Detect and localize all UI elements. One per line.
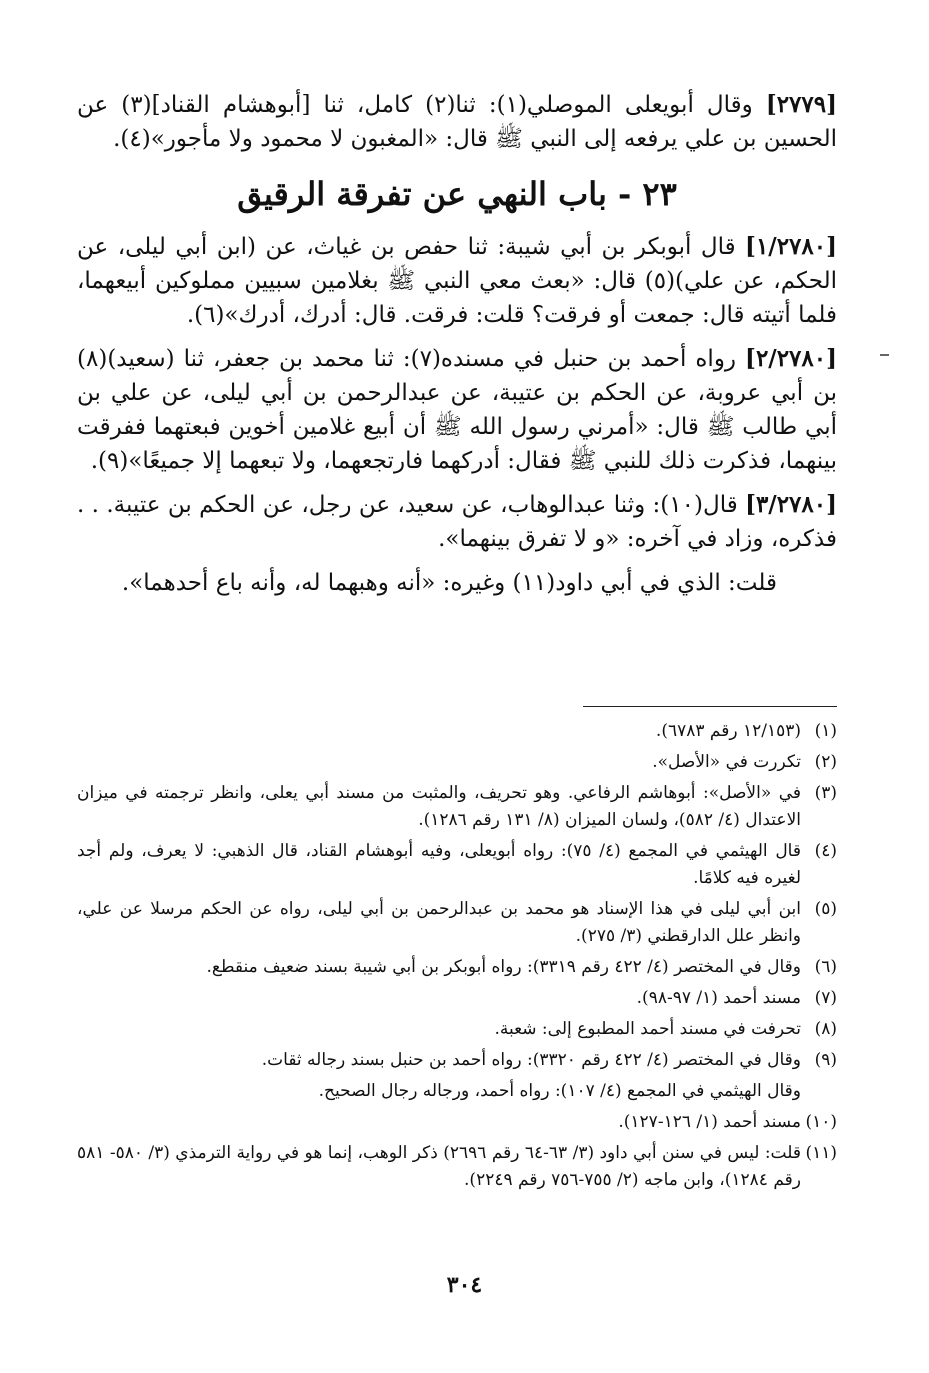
footnote-number: (٨) [814, 1019, 837, 1039]
hadith-text: وقال أبويعلى الموصلي(١): ثنا(٢) كامل، ثنا [أبوهشام القناد](٣) عن الحسين بن علي يرفعه إلى النبي ﷺ قال: «المغبون لا محمود ولا مأجور»(٤). [77, 92, 837, 152]
footnote-6 [77, 954, 837, 981]
footnote-text: وقال في المختصر (٤/ ٤٢٢ رقم ٣٣٢٠): رواه أحمد بن حنبل بسند رجاله ثقات. [261, 1050, 801, 1070]
footnote-1 [77, 718, 837, 745]
hadith-text: رواه أحمد بن حنبل في مسنده(٧): ثنا محمد بن جعفر، ثنا (سعيد)(٨) بن أبي عروبة، عن الحكم بن عتيبة، عن عبدالرحمن بن أبي ليلى، عن علي بن أبي طالب ﷺ قال: «أمرني رسول الله ﷺ أن أبيع غلامين أخوين فبعتهما ففرقت بينهما، فذكرت ذلك للنبي ﷺ فقال: أدركهما فارتجعهما، ولا تبعهما إلا جميعًا»(٩). [77, 346, 837, 474]
chapter-title: ٢٣ - باب النهي عن تفرقة الرقيق [237, 175, 677, 213]
hadith-number: [٢/٢٧٨٠] [745, 345, 837, 372]
author-comment: قلت: الذي في أبي داود(١١) وغيره: «أنه وهبهما له، وأنه باع أحدهما». [121, 570, 777, 596]
footnote-text: وقال في المختصر (٤/ ٤٢٢ رقم ٣٣١٩): رواه أبوبكر بن أبي شيبة بسند ضعيف منقطع. [206, 957, 801, 977]
footnote-divider [583, 706, 837, 707]
footnote-7 [77, 985, 837, 1012]
footnote-number: (٣) [814, 783, 837, 803]
footnote-text: قال الهيثمي في المجمع (٤/ ٧٥): رواه أبويعلى، وفيه أبوهشام القناد، قال الذهبي: لا يعرف، ولم أجد لغيره فيه كلامًا. [77, 841, 801, 888]
footnote-5 [77, 896, 837, 950]
footnote-text: تكررت في «الأصل». [652, 752, 801, 772]
footnote-11 [77, 1140, 837, 1194]
footnote-text: ابن أبي ليلى في هذا الإسناد هو محمد بن عبدالرحمن بن أبي ليلى، رواه عن الحكم مرسلا عن علي، وانظر علل الدارقطني (٣/ ٢٧٥). [77, 899, 801, 946]
footnote-number: (٥) [814, 899, 837, 919]
hadith-2780-3 [77, 488, 837, 556]
footnote-number [801, 1078, 837, 1105]
hadith-2780-1 [77, 230, 837, 332]
footnote-10 [77, 1109, 837, 1136]
hadith-2779 [77, 88, 837, 156]
footnote-9 [77, 1047, 837, 1074]
footnote-3 [77, 780, 837, 834]
footnote-number: (٩) [814, 1050, 837, 1070]
footnote-2 [77, 749, 837, 776]
footnote-text: في «الأصل»: أبوهاشم الرفاعي. وهو تحريف، والمثبت من مسند أبي يعلى، وانظر ترجمته في ميزان الاعتدال (٤/ ٥٨٢)، ولسان الميزان (٨/ ١٣١ رقم ١٢٨٦). [77, 783, 801, 830]
footnote-text: قلت: ليس في سنن أبي داود (٣/ ٦٣-٦٤ رقم ٢٦٩٦) ذكر الوهب، إنما هو في رواية الترمذي (٣/ ٥٨٠- ٥٨١ رقم ١٢٨٤)، وابن ماجه (٢/ ٧٥٥-٧٥٦ رقم ٢٢٤٩). [77, 1143, 801, 1190]
footnote-text: مسند أحمد (١/ ١٢٦-١٢٧). [618, 1112, 801, 1132]
footnote-number: (١١) [805, 1143, 837, 1163]
footnote-number: (٦) [814, 957, 837, 977]
margin-mark [880, 354, 889, 356]
footnote-text: مسند أحمد (١/ ٩٧-٩٨). [636, 988, 801, 1008]
hadith-number: [٢٧٧٩] [765, 91, 838, 118]
main-text [77, 88, 837, 610]
footnotes [77, 718, 837, 1198]
page-number: ٣٠٤ [446, 1272, 483, 1298]
footnote-number: (٧) [814, 988, 837, 1008]
footnote-text: وقال الهيثمي في المجمع (٤/ ١٠٧): رواه أحمد، ورجاله رجال الصحيح. [318, 1081, 801, 1101]
hadith-text: قال أبوبكر بن أبي شيبة: ثنا حفص بن غياث، عن (ابن أبي ليلى، عن الحكم، عن علي)(٥) قال: «بعث معي النبي ﷺ بغلامين سبيين مملوكين أبيعهما، فلما أتيته قال: جمعت أو فرقت؟ قلت: فرقت. قال: أدرك، أدرك»(٦). [77, 234, 837, 328]
footnote-4 [77, 838, 837, 892]
hadith-2780-2 [77, 342, 837, 478]
footnote-9-continued [77, 1078, 837, 1105]
hadith-number: [١/٢٧٨٠] [745, 233, 837, 260]
hadith-number: [٣/٢٧٨٠] [745, 491, 838, 518]
footnote-number: (١) [814, 721, 837, 741]
footnote-text: (١٢/١٥٣ رقم ٦٧٨٣). [655, 721, 801, 741]
footnote-text: تحرفت في مسند أحمد المطبوع إلى: شعبة. [494, 1019, 801, 1039]
hadith-text: قال(١٠): وثنا عبدالوهاب، عن سعيد، عن رجل، عن الحكم بن عتيبة. . . فذكره، وزاد في آخره: «و لا تفرق بينهما». [77, 492, 837, 552]
footnote-number: (٤) [814, 841, 837, 861]
footnote-8 [77, 1016, 837, 1043]
footnote-number: (١٠) [805, 1112, 837, 1132]
footnote-number: (٢) [814, 752, 837, 772]
